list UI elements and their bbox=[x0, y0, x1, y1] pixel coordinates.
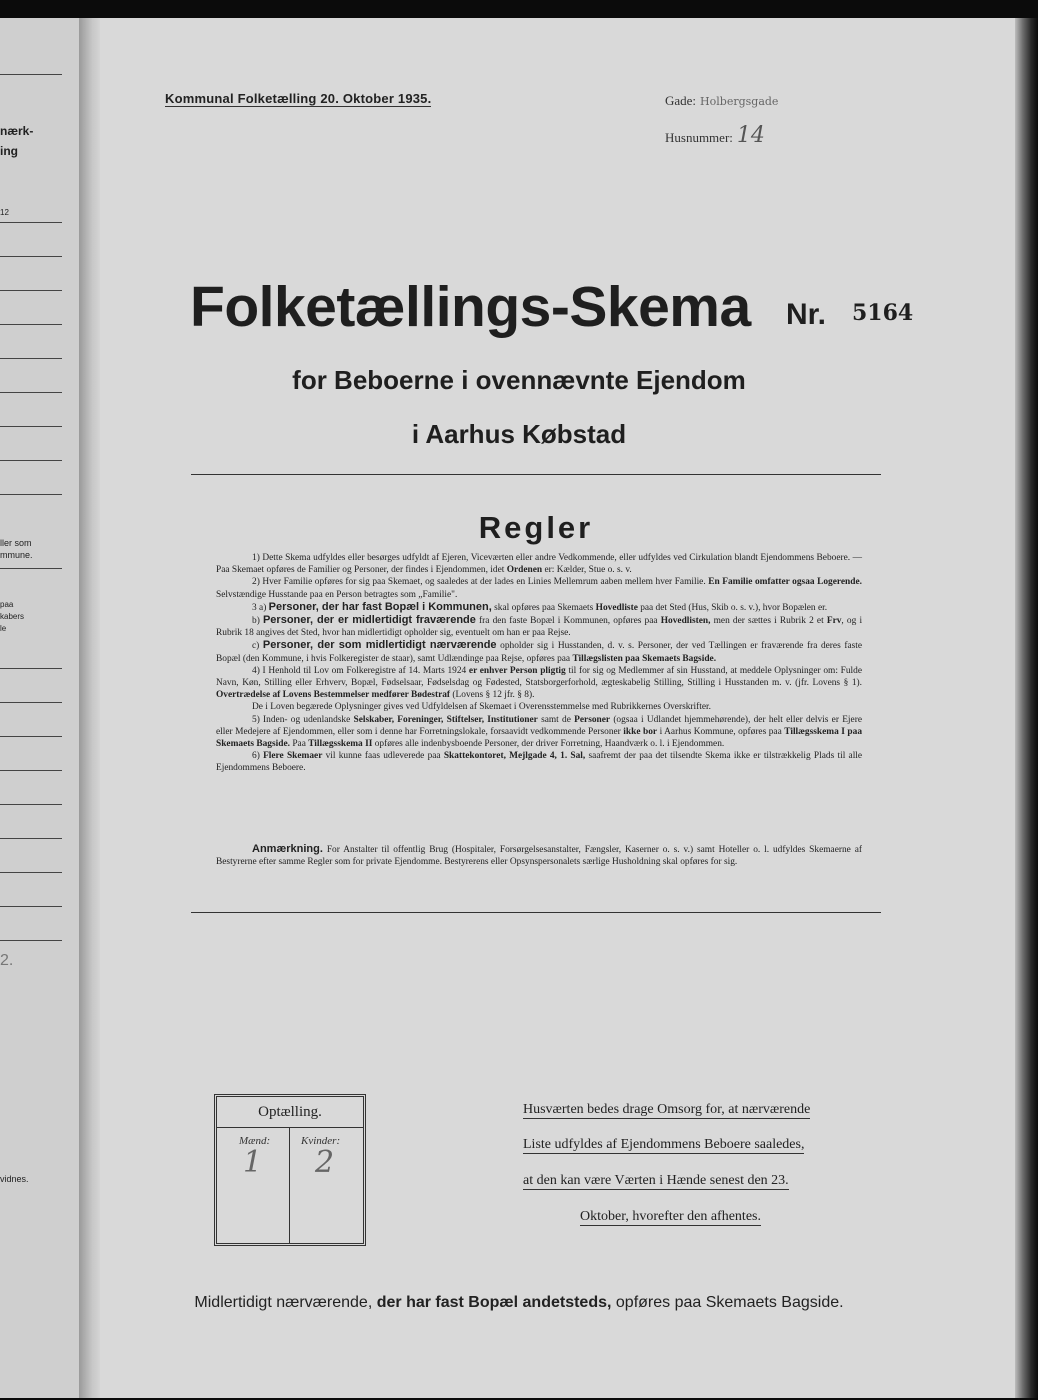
remark-label: Anmærkning. bbox=[252, 843, 323, 855]
form-title: Folketællings-Skema bbox=[190, 275, 751, 339]
rules-text bbox=[216, 552, 862, 775]
house-number-field bbox=[665, 123, 765, 148]
book-gutter bbox=[79, 18, 101, 1398]
left-fragment-text: mmune. bbox=[0, 550, 33, 560]
left-fragment-text: 12 bbox=[0, 208, 9, 217]
form-number-value: 5164 bbox=[852, 300, 914, 326]
census-header: Kommunal Folketælling 20. Oktober 1935. bbox=[165, 91, 432, 106]
page-edge bbox=[1015, 18, 1038, 1398]
landlord-notice-line: Oktober, hvorefter den afhentes. bbox=[580, 1209, 761, 1224]
rule-6: 6) Flere Skemaer vil kunne faas udleverede paa Skattekontoret, Mejlgade 4, 1. Sal, saafremt der paa det tilsendte Skema ikke er tilstrækkelig Plads til alle Ejendommens Beboere. bbox=[216, 751, 863, 774]
rule-3c: c) Personer, der som midlertidigt nærværende opholder sig i Husstanden, d. v. s. Personer, der ved Tællingen er fraværende fra deres faste Bopæl (den Kommune, i hvis Folkeregister de staar), samt Udlændinge paa Rejse, opføres paa Tillægslisten paa Skemaets Bagside. bbox=[216, 639, 863, 664]
left-fragment-text: vidnes. bbox=[0, 1174, 29, 1184]
women-count: 2 bbox=[315, 1145, 335, 1180]
tally-box bbox=[214, 1094, 366, 1246]
rule-2: 2) Hver Familie opføres for sig paa Skemaet, og saaledes at der lades en Linies Mellemrum aaben mellem hver Familie. En Familie omfatter ogsaa Logerende. Selvstændige Husstande paa en Person betragtes som „Familie". bbox=[216, 577, 862, 600]
rule-1: 1) Dette Skema udfyldes eller besørges udfyldt af Ejeren, Viceværten eller andre Vedkommende, eller udfyldes ved Cirkulation blandt Ejendommens Beboere. — Paa Skemaet opføres de Familier og Personer, der findes i Ejendommen, idet Ordenen er: Kælder, Stue o. s. v. bbox=[216, 553, 862, 576]
left-fragment-text: 2. bbox=[0, 952, 14, 969]
left-fragment-text: kabers bbox=[0, 612, 25, 621]
form-subtitle-city: i Aarhus Købstad bbox=[411, 419, 627, 449]
house-number-value: 14 bbox=[736, 123, 765, 148]
street-field bbox=[665, 92, 778, 110]
rule-5: 5) Inden- og udenlandske Selskaber, Foreninger, Stiftelser, Institutioner samt de Personer (ogsaa i Udlandet hjemmehørende), der helt eller delvis er Ejere eller Medejere af Ejendommen, eller som i denne har Forretningslokale, forsaavidt vedkommende Personer ikke bor i Aarhus Kommune, opføres paa Tillægsskema I paa Skemaets Bagside. Paa Tillægsskema II opføres alle indenbysboende Personer, der driver Forretning, Haandværk o. l. i Ejendommen. bbox=[216, 714, 863, 750]
form-number-label: Nr. bbox=[786, 298, 827, 331]
divider bbox=[191, 474, 881, 475]
left-fragment-text: ing bbox=[0, 144, 18, 158]
remark-paragraph bbox=[216, 843, 862, 868]
left-page-fragment bbox=[0, 18, 81, 1398]
rule-4: 4) I Henhold til Lov om Folkeregistre af 14. Marts 1924 er enhver Person pligtig til for sig og Medlemmer af sin Husstand, at meddele Oplysninger om: Fulde Navn, Køn, Stilling eller Erhverv, Bopæl, Fødselsaar, Fødselsdag og Fødested, Statsborgerforhold, ægteskabelig Stilling, Stilling i Husstanden m. v. (jfr. Lovens § 1). Overtrædelse af Lovens Bestemmelser medfører Bødestraf (Lovens § 12 jfr. § 8). bbox=[216, 665, 862, 701]
left-fragment-text: nærk- bbox=[0, 124, 34, 138]
rule-3a: 3 a) Personer, der har fast Bopæl i Kommunen, skal opføres paa Skemaets Hovedliste paa det Sted (Hus, Skib o. s. v.), hvor Bopælen er. bbox=[252, 600, 828, 613]
rules-heading: Regler bbox=[478, 510, 594, 545]
left-fragment-text: paa bbox=[0, 600, 14, 609]
footer-note: Midlertidigt nærværende, der har fast Bopæl andetsteds, opføres paa Skemaets Bagside. bbox=[194, 1294, 844, 1311]
left-fragment-text: le bbox=[0, 624, 7, 633]
tally-divider bbox=[289, 1127, 290, 1243]
landlord-notice-line: Husværten bedes drage Omsorg for, at nærværende bbox=[523, 1102, 811, 1117]
tally-title: Optælling. bbox=[217, 1097, 363, 1128]
divider bbox=[191, 912, 881, 913]
left-fragment-text: ller som bbox=[0, 538, 32, 548]
street-label: Gade: bbox=[665, 93, 697, 108]
remark-text: For Anstalter til offentlig Brug (Hospitaler, Forsørgelsesanstalter, Fængsler, Kaserner o. s. v.) samt Hoteller o. l. udfyldes Skemaerne af Bestyrerne efter samme Regler som for private Ejendomme. Bestyrerens eller Opsynspersonalets særlige Husholdning skal opføres for sig. bbox=[216, 845, 863, 868]
men-count: 1 bbox=[243, 1145, 263, 1180]
landlord-notice-line: Liste udfyldes af Ejendommens Beboere saaledes, bbox=[523, 1137, 805, 1152]
house-number-label: Husnummer: bbox=[665, 130, 733, 145]
street-value: Holbergsgade bbox=[700, 95, 779, 108]
rule-3b: b) Personer, der er midlertidigt fraværende fra den faste Bopæl i Kommunen, opføres paa Hovedlisten, men der sættes i Rubrik 2 et Frv, og i Rubrik 18 angives det Sted, hvor han midlertidigt opholder sig, eventuelt om han er paa Rejse. bbox=[216, 614, 863, 639]
form-subtitle: for Beboerne i ovennævnte Ejendom bbox=[292, 365, 746, 395]
landlord-notice-line: at den kan være Værten i Hænde senest den 23. bbox=[523, 1173, 789, 1188]
women-label: Kvinder: bbox=[301, 1135, 341, 1147]
men-label: Mænd: bbox=[239, 1135, 271, 1147]
rule-4-cont: De i Loven begærede Oplysninger gives ved Udfyldelsen af Skemaet i Overensstemmelse med Rubrikkernes Overskrifter. bbox=[252, 702, 711, 713]
